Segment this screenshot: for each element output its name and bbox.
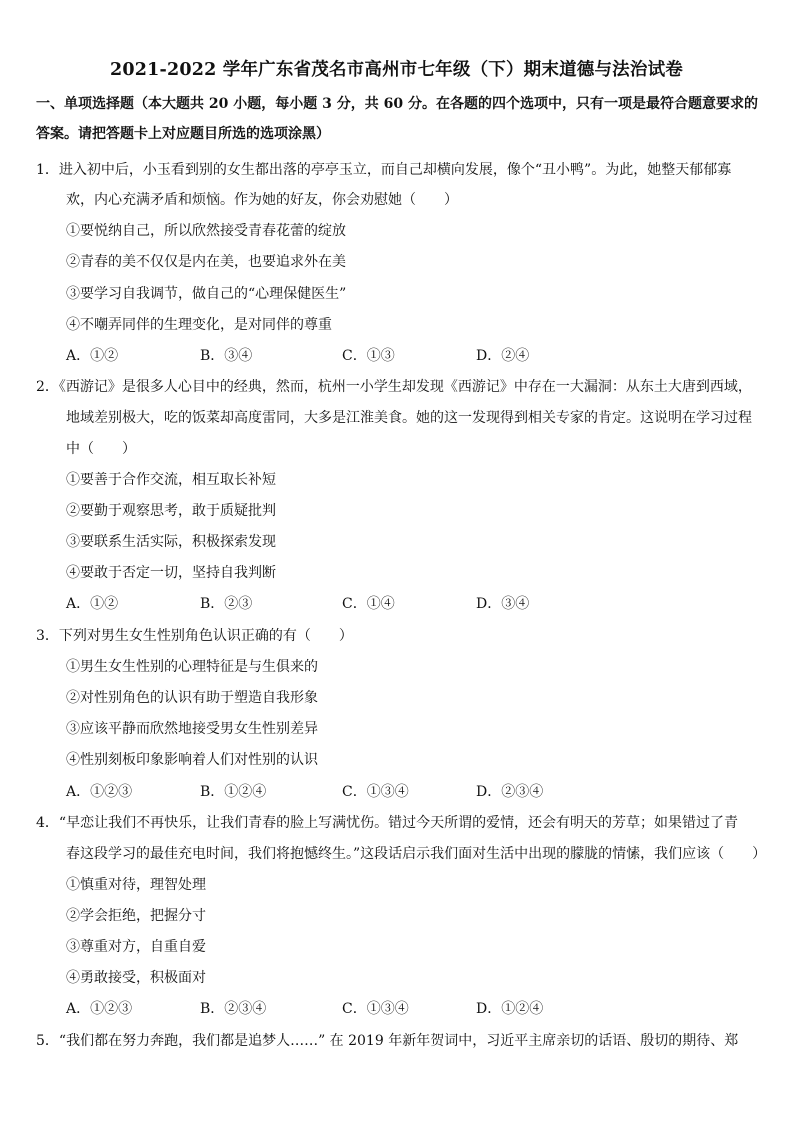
choice-d[interactable]: D．②④ (476, 348, 530, 364)
exam-title: 2021-2022 学年广东省茂名市高州市七年级（下）期末道德与法治试卷 (110, 60, 683, 80)
section-instructions (36, 89, 761, 149)
question-2-text-line: 地域差别极大，吃的饭菜却高度雷同，大多是江淮美食。她的这一发现得到相关专家的肯定。这说明在学习过程 (66, 410, 752, 426)
question-3-text-line: 3．下列对男生女生性别角色认识正确的有（ ） (36, 628, 353, 644)
section-instructions-line: 一、单项选择题（本大题共 20 小题，每小题 3 分，共 60 分。在各题的四个选项中，只有一项是最符合题意要求的 (36, 96, 758, 112)
question-3-option: ①男生女生性别的心理特征是与生俱来的 (66, 659, 318, 675)
section-instructions-line: 答案。请把答题卡上对应题目所选的选项涂黑） (36, 126, 330, 142)
choice-b[interactable]: B．②③ (200, 596, 253, 612)
question-5-text-line: 5．“我们都在努力奔跑，我们都是追梦人……” 在 2019 年新年贺词中，习近平主席亲切的话语、殷切的期待、郑 (36, 1033, 739, 1049)
question-4-option: ②学会拒绝，把握分寸 (66, 908, 206, 924)
choice-b[interactable]: B．③④ (200, 348, 253, 364)
question-1-option: ③要学习自我调节，做自己的“心理保健医生” (66, 286, 347, 302)
question-2-text-line: 中（ ） (66, 441, 136, 457)
choice-a[interactable]: A．①② (66, 348, 119, 364)
question-3-option: ③应该平静而欣然地接受男女生性别差异 (66, 721, 318, 737)
choice-d[interactable]: D．②③④ (476, 784, 544, 800)
choice-b[interactable]: B．②③④ (200, 1001, 267, 1017)
question-2-option: ②要勤于观察思考，敢于质疑批判 (66, 503, 276, 519)
question-2-option: ③要联系生活实际，积极探索发现 (66, 534, 276, 550)
choice-d[interactable]: D．①②④ (476, 1001, 544, 1017)
question-1-option: ④不嘲弄同伴的生理变化，是对同伴的尊重 (66, 317, 332, 333)
choice-c[interactable]: C．①④ (342, 596, 395, 612)
question-4-text-line: 春这段学习的最佳充电时间，我们将抱憾终生。”这段话启示我们面对生活中出现的朦胧的情愫，我们应该（ ） (66, 846, 767, 862)
question-4-option: ③尊重对方，自重自爱 (66, 939, 206, 955)
choice-c[interactable]: C．①③ (342, 348, 395, 364)
question-1-text-line: 1．进入初中后，小玉看到别的女生都出落的亭亭玉立，而自己却横向发展，像个“丑小鸭”。为此，她整天郁郁寡 (36, 162, 732, 178)
choice-c[interactable]: C．①③④ (342, 784, 409, 800)
question-2-option: ①要善于合作交流，相互取长补短 (66, 472, 276, 488)
question-4-option: ④勇敢接受，积极面对 (66, 970, 206, 986)
question-1-text-line: 欢，内心充满矛盾和烦恼。作为她的好友，你会劝慰她（ ） (66, 192, 458, 208)
question-3-option: ④性别刻板印象影响着人们对性别的认识 (66, 752, 318, 768)
question-4-option: ①慎重对待，理智处理 (66, 877, 206, 893)
choice-a[interactable]: A．①②③ (66, 1001, 133, 1017)
question-4-text-line: 4．“早恋让我们不再快乐，让我们青春的脸上写满忧伤。错过今天所谓的爱情，还会有明天的芳草；如果错过了青 (36, 815, 739, 831)
choice-d[interactable]: D．③④ (476, 596, 530, 612)
question-3-option: ②对性别角色的认识有助于塑造自我形象 (66, 690, 318, 706)
choice-a[interactable]: A．①② (66, 596, 119, 612)
choice-c[interactable]: C．①③④ (342, 1001, 409, 1017)
question-2-text-line: 2．《西游记》是很多人心目中的经典，然而，杭州一小学生却发现《西游记》中存在一大漏洞：从东土大唐到西域， (36, 379, 752, 395)
question-1-option: ①要悦纳自己，所以欣然接受青春花蕾的绽放 (66, 223, 346, 239)
choice-b[interactable]: B．①②④ (200, 784, 267, 800)
question-1-option: ②青春的美不仅仅是内在美，也要追求外在美 (66, 254, 346, 270)
choice-a[interactable]: A．①②③ (66, 784, 133, 800)
question-2-option: ④要敢于否定一切，坚持自我判断 (66, 565, 276, 581)
